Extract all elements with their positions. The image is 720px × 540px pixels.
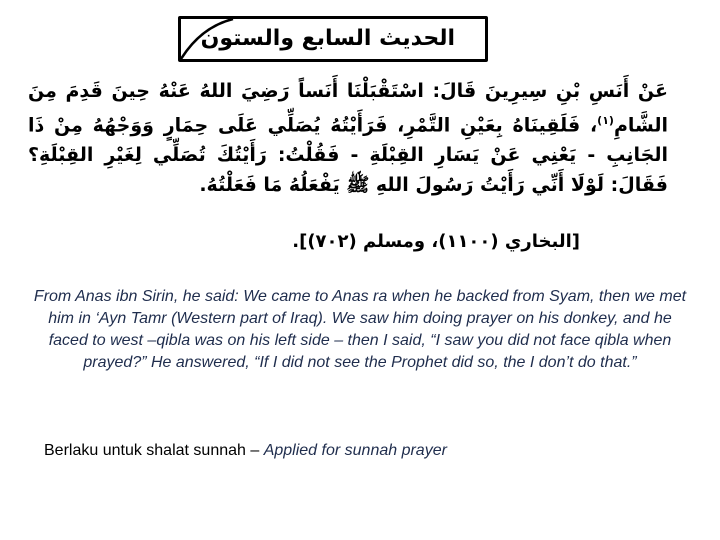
hadith-title: الحديث السابع والستون [200, 26, 455, 51]
hadith-title-box [178, 16, 488, 62]
hadith-reference: [البخاري (١١٠٠)، ومسلم (٧٠٢)]. [292, 231, 580, 252]
arabic-text-part-1: عَنْ أَنَسِ بْنِ سِيرِينَ قَالَ: اسْتَقْبَلْنَا أَنَساً رَضِيَ اللهُ عَنْهُ حِينَ قَدِمَ مِنَ الشَّامِ [28, 80, 668, 137]
footnote-mark: (١) [597, 114, 614, 127]
arabic-hadith-text [28, 76, 668, 200]
usage-note-english: Applied for sunnah prayer [263, 442, 447, 459]
english-translation: From Anas ibn Sirin, he said: We came to Anas ra when he backed from Syam, then we met him in ‘Ayn Tamr (Western part of Iraq). We saw him doing prayer on his donkey, and he faced to west –qibla was on his left side – then I said, “I saw you did not face qibla when prayed?” He answered, “If I did not see the Prophet did so, the I don’t do that.” [33, 288, 687, 371]
usage-note-indonesian: Berlaku untuk shalat sunnah – [44, 442, 264, 459]
usage-note [44, 440, 447, 462]
arabic-text-part-2: ، فَلَقِينَاهُ بِعَيْنِ التَّمْرِ، فَرَأَيْتُهُ يُصَلِّي عَلَى حِمَارٍ وَوَجْهُهُ مِنْ ذَا الجَانِبِ - يَعْنِي عَنْ يَسَارِ القِبْلَةِ - فَقُلْتُ: رَأَيْتُكَ تُصَلِّي لِغَيْرِ القِبْلَةِ؟ فَقَالَ: لَوْلَا أَنِّي رَأَيْتُ رَسُولَ اللهِ ﷺ يَفْعَلُهُ مَا فَعَلْتُهُ. [28, 114, 668, 197]
